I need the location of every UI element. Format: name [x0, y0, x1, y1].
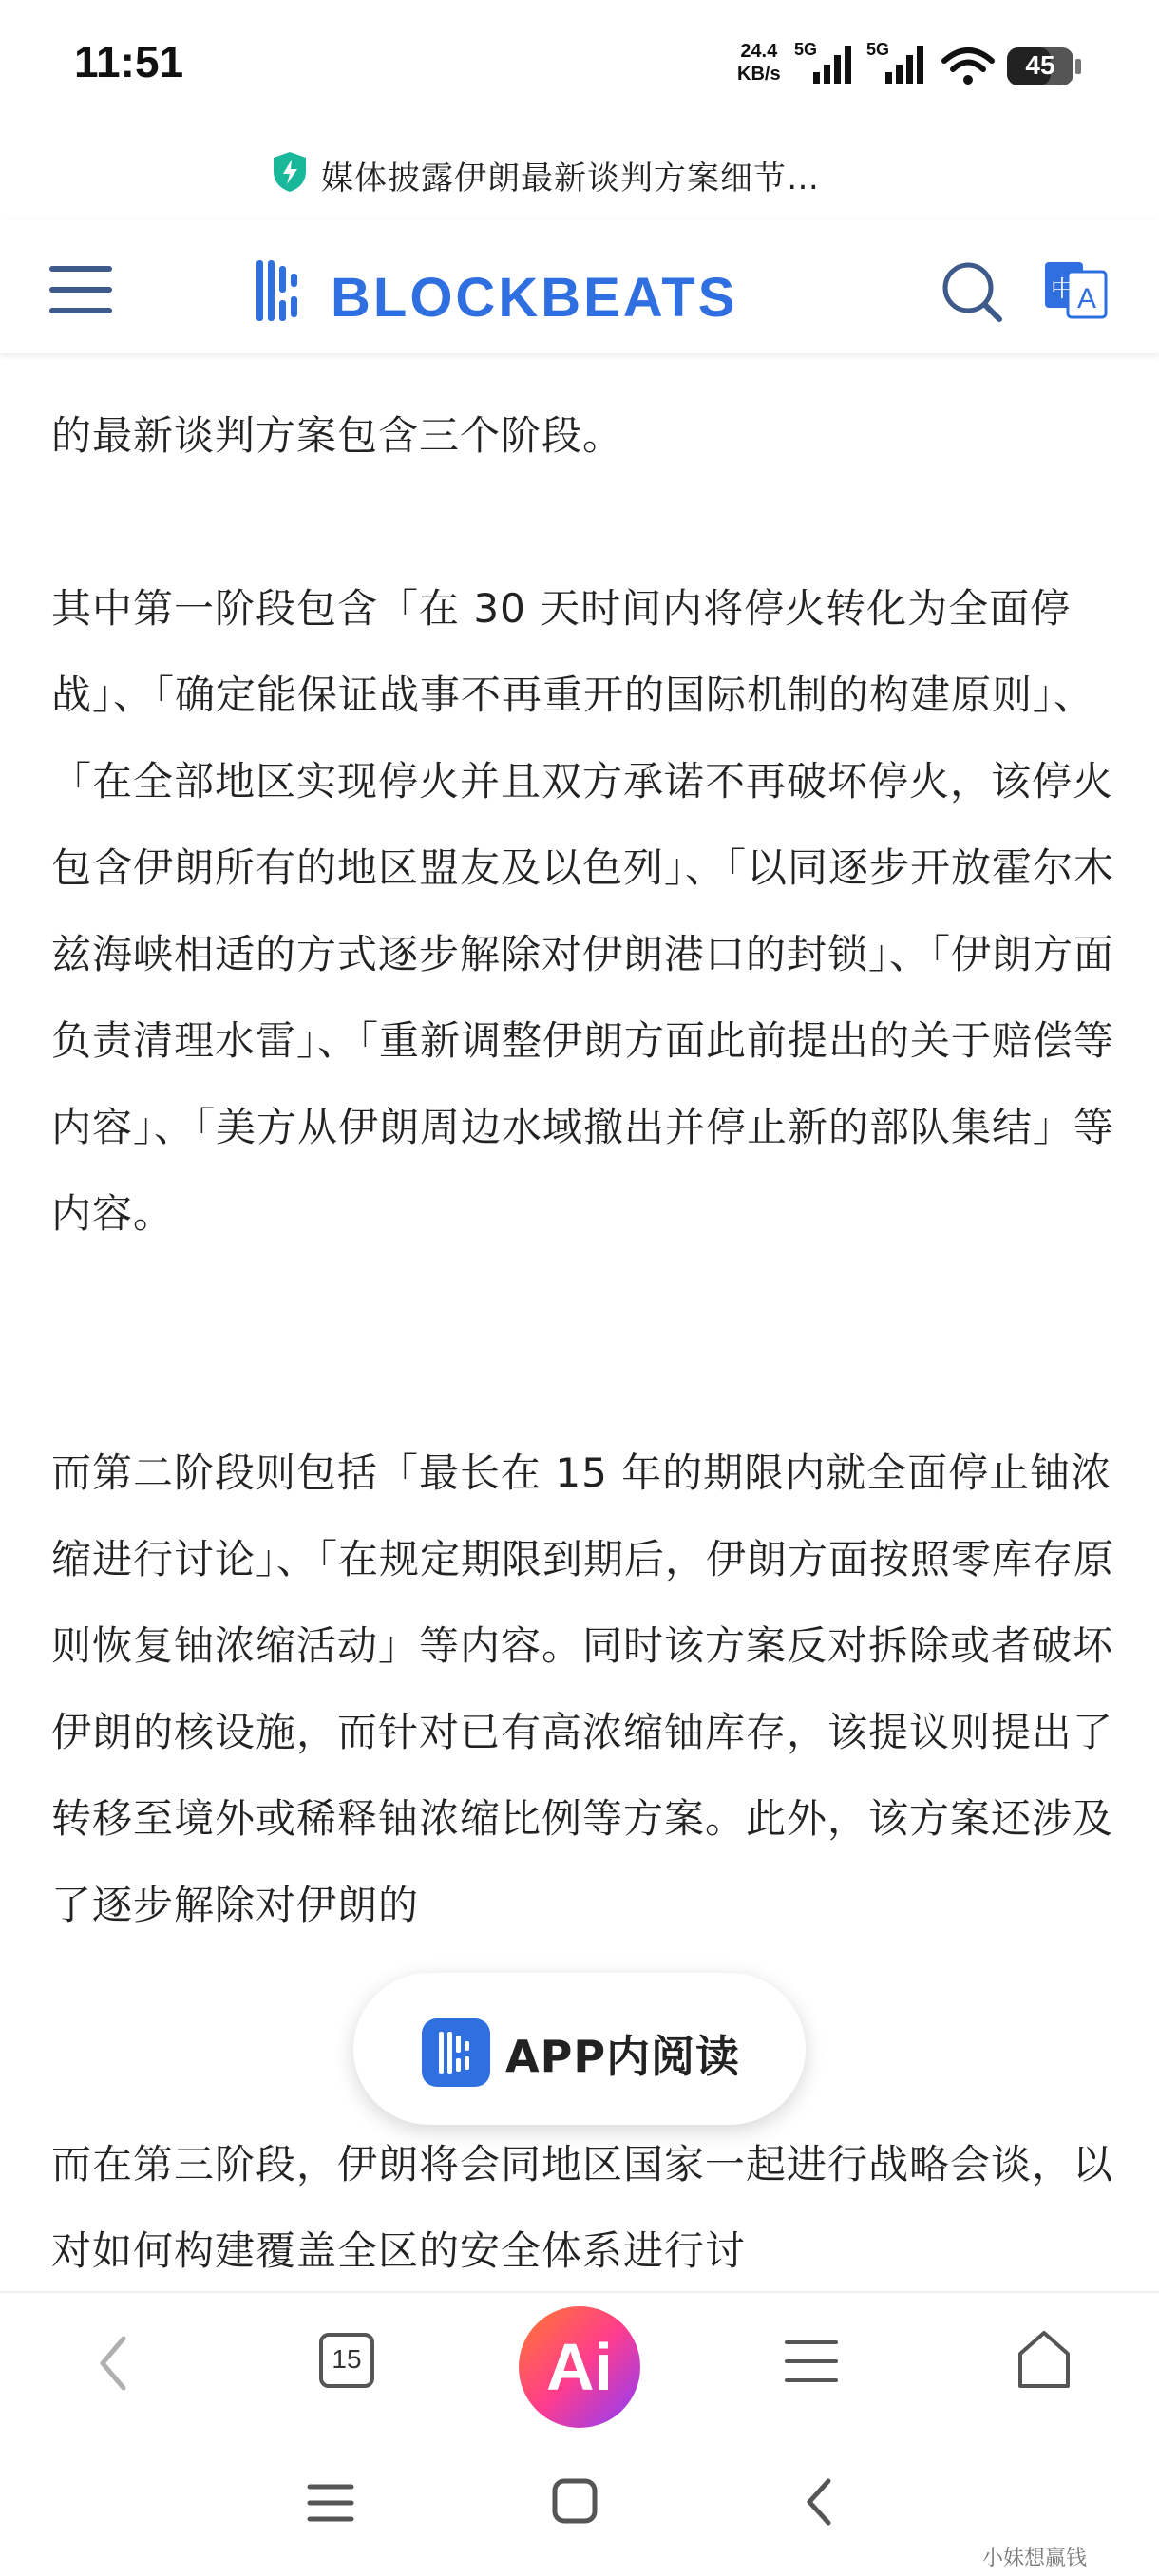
- open-in-app-button[interactable]: [353, 1973, 806, 2125]
- ai-label: Ai: [546, 2330, 613, 2404]
- battery-icon: [1007, 47, 1074, 85]
- network-speed-unit: KB/s: [737, 64, 781, 85]
- article-paragraph: 的最新谈判方案包含三个阶段。: [51, 412, 624, 459]
- watermark: [982, 2542, 1087, 2571]
- site-header: [0, 220, 1159, 353]
- network-speed: [737, 40, 781, 85]
- wifi-icon: [940, 44, 996, 87]
- search-icon[interactable]: [939, 258, 1005, 325]
- translate-icon[interactable]: [1043, 258, 1110, 319]
- open-in-app-label: APP内阅读: [505, 2031, 741, 2082]
- watermark-text: 小妹想赢钱: [982, 2547, 1088, 2570]
- back-icon[interactable]: [95, 2333, 133, 2394]
- app-logo-icon: [422, 2018, 490, 2087]
- back-nav-icon[interactable]: [800, 2475, 838, 2529]
- page-title-row[interactable]: [0, 133, 1159, 218]
- network-speed-value: 24.4: [740, 41, 778, 62]
- tabs-button[interactable]: [319, 2333, 374, 2388]
- svg-text:A: A: [1077, 283, 1097, 314]
- sim1-label: 5G: [794, 40, 818, 59]
- recent-apps-icon[interactable]: [306, 2481, 355, 2525]
- logo-text: BLOCKBEATS: [331, 267, 738, 329]
- status-bar: [0, 0, 1159, 133]
- sim2-label: 5G: [866, 40, 890, 59]
- ai-assistant-button[interactable]: [519, 2306, 640, 2428]
- menu-lines-icon[interactable]: [783, 2335, 840, 2388]
- logo-mark-icon: [255, 258, 308, 325]
- tabs-count: 15: [332, 2344, 362, 2374]
- home-nav-icon[interactable]: [551, 2477, 598, 2525]
- page-title: 媒体披露伊朗最新谈判方案细节…: [321, 160, 820, 198]
- article-paragraph: 而第二阶段则包括「最长在 15 年的期限内就全面停止铀浓缩进行讨论」、「在规定期限到期后，伊朗方面按照零库存原则恢复铀浓缩活动」等内容。同时该方案反对拆除或者破坏伊朗的核设施，而针对已有高浓缩铀库存，该提议则提出了转移至境外或稀释铀浓缩比例等方案。此外，该方案还涉及了逐步解除对伊朗的: [51, 1449, 1115, 1928]
- menu-icon[interactable]: [49, 262, 116, 315]
- battery-level: 45: [1025, 50, 1055, 80]
- status-time: 11:51: [74, 37, 184, 86]
- security-shield-icon: [271, 150, 309, 194]
- home-icon[interactable]: [1015, 2329, 1074, 2392]
- translate-icon-label: 中: [1051, 275, 1074, 302]
- article-paragraph: 其中第一阶段包含「在 30 天时间内将停火转化为全面停战」、「确定能保证战事不再重开的国际机制的构建原则」、「在全部地区实现停火并且双方承诺不再破坏停火，该停火包含伊朗所有的地区盟友及以色列」、「以同逐步开放霍尔木兹海峡相适的方式逐步解除对伊朗港口的封锁」、「伊朗方面负责清理水雷」、「重新调整伊朗方面此前提出的关于赔偿等内容」、「美方从伊朗周边水域撤出并停止新的部队集结」等内容。: [51, 585, 1115, 1237]
- article-paragraph: 而在第三阶段，伊朗将会同地区国家一起进行战略会谈，以对如何构建覆盖全区的安全体系进行讨: [51, 2141, 1114, 2274]
